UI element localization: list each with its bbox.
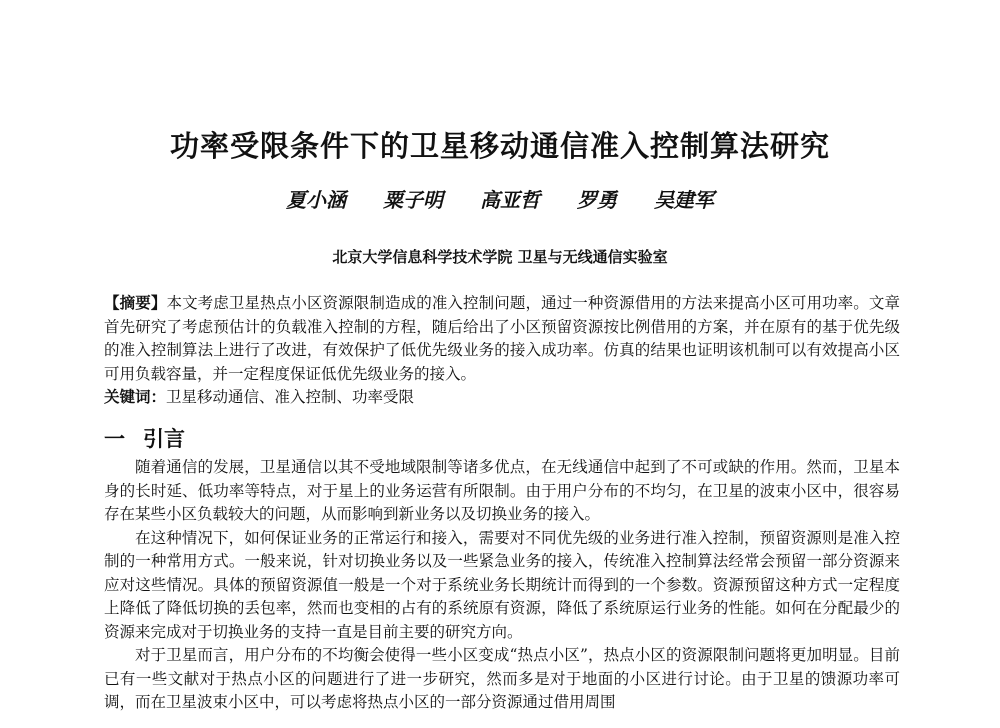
abstract-text: 本文考虑卫星热点小区资源限制造成的准入控制问题，通过一种资源借用的方法来提高小区可用功率。文章首先研究了考虑预估计的负载准入控制的方程，随后给出了小区预留资源按比例借用的方案，并在原有的基于优先级的准入控制算法上进行了改进，有效保护了低优先级业务的接入成功率。仿真的结果也证明该机制可以有效提高小区可用负载容量，并一定程度保证低优先级业务的接入。	[104, 294, 900, 383]
body-paragraph: 在这种情况下，如何保证业务的正常运行和接入，需要对不同优先级的业务进行准入控制，预留资源则是准入控制的一种常用方式。一般来说，针对切换业务以及一些紧急业务的接入，传统准入控制算法经常会预留一部分资源来应对这些情况。具体的预留资源值一般是一个对于系统业务长期统计而得到的一个参数。资源预留这种方式一定程度上降低了降低切换的丢包率，然而也变相的占有的系统原有资源，降低了系统原运行业务的性能。如何在分配最少的资源来完成对于切换业务的支持一直是目前主要的研究方向。	[104, 528, 900, 641]
section-heading	[104, 423, 185, 453]
abstract	[104, 291, 900, 386]
keywords	[104, 385, 900, 410]
section-title: 引言	[143, 427, 185, 451]
body-paragraph: 随着通信的发展，卫星通信以其不受地域限制等诸多优点，在无线通信中起到了不可或缺的作用。然而，卫星本身的长时延、低功率等特点，对于星上的业务运营有所限制。由于用户分布的不均匀，在卫星的波束小区中，很容易存在某些小区负载较大的问题，从而影响到新业务以及切换业务的接入。	[104, 458, 900, 523]
author-name: 粟子明	[383, 188, 444, 212]
keywords-text: 卫星移动通信、准入控制、功率受限	[166, 388, 415, 406]
author-list	[0, 184, 1000, 213]
abstract-label: 【摘要】	[104, 293, 167, 312]
affiliation: 北京大学信息科学技术学院 卫星与无线通信实验室	[332, 248, 668, 266]
author-name: 高亚哲	[480, 188, 540, 212]
author-name: 罗勇	[576, 188, 617, 212]
author-name: 夏小涵	[286, 188, 347, 212]
author-name: 吴建军	[653, 188, 714, 212]
paper-title: 功率受限条件下的卫星移动通信准入控制算法研究	[169, 129, 830, 163]
body-paragraph: 对于卫星而言，用户分布的不均衡会使得一些小区变成“热点小区”，热点小区的资源限制问题将更加明显。目前已有一些文献对于热点小区的问题进行了进一步研究，然而多是对于地面的小区进行讨论。由于卫星的馈源功率可调，而在卫星波束小区中，可以考虑将热点小区的一部分资源通过借用周围	[104, 646, 900, 711]
section-number: 一	[104, 427, 125, 451]
body-text	[104, 456, 900, 715]
keywords-label: 关键词：	[104, 387, 167, 406]
